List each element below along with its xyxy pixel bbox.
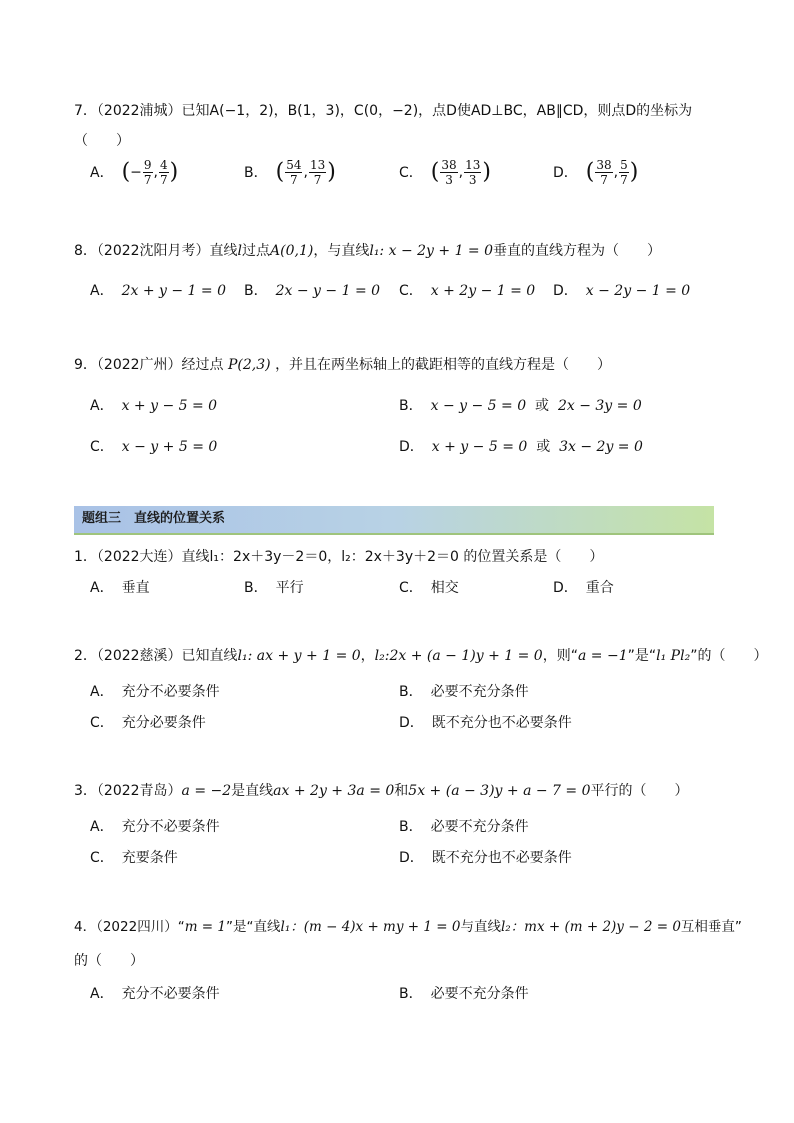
s3-option-d: D． 既不充分也不必要条件 — [399, 850, 572, 866]
s2-option-a: A． 充分不必要条件 — [90, 684, 220, 700]
q7-paren: （ ） — [74, 133, 130, 149]
q8-option-b: B． 2x − y − 1 = 0 — [244, 283, 381, 299]
s1-option-a: A． 垂直 — [90, 580, 150, 596]
q9-stem: 9．（2022广州）经过点 P(2,3) ，并且在两坐标轴上的截距相等的直线方程是（ ） — [74, 357, 612, 373]
section-header-bar — [74, 506, 714, 535]
s2-option-d: D． 既不充分也不必要条件 — [399, 715, 572, 731]
q7-option-d: D． ( $\frac{38}{7}$ , $\frac{5}{7}$ ) — [553, 158, 639, 187]
q7-option-b: B． ( $\frac{54}{7}$ , $\frac{13}{7}$ ) — [244, 158, 336, 187]
q7-stem: 7．（2022浦城）已知A(−1，2)，B(1，3)，C(0，−2)，点D使AD⊥BC，AB∥CD，则点D的坐标为 — [74, 103, 693, 119]
s1-option-d: D． 重合 — [553, 580, 614, 596]
s1-option-b: B． 平行 — [244, 580, 304, 596]
s1-option-c: C． 相交 — [399, 580, 459, 596]
q9-option-d: D． x + y − 5 = 0 或 3x − 2y = 0 — [399, 439, 643, 455]
s3-stem: 3．（2022青岛）a = −2是直线ax + 2y + 3a = 0和5x + (a − 3)y + a − 7 = 0平行的（ ） — [74, 783, 689, 799]
s4-option-a: A． 充分不必要条件 — [90, 986, 220, 1002]
s2-option-c: C． 充分必要条件 — [90, 715, 206, 731]
q7-option-a: A． (− $\frac{9}{7}$ , $\frac{4}{7}$ ) — [90, 158, 179, 187]
section-title: 题组三 直线的位置关系 — [82, 511, 226, 526]
q8-option-c: C． x + 2y − 1 = 0 — [399, 283, 536, 299]
s2-stem: 2．（2022慈溪）已知直线l₁: ax + y + 1 = 0，l₂:2x + (a − 1)y + 1 = 0，则“a = −1”是“l₁ Pl₂”的（ ） — [74, 648, 768, 664]
s4-stem-continued: 的（ ） — [74, 953, 144, 969]
s3-option-c: C． 充要条件 — [90, 850, 178, 866]
q9-option-b: B． x − y − 5 = 0 或 2x − 3y = 0 — [399, 398, 642, 414]
q9-option-a: A． x + y − 5 = 0 — [90, 398, 218, 414]
q7-option-c: C． ( $\frac{38}{3}$ , $\frac{13}{3}$ ) — [399, 158, 491, 187]
s1-stem: 1．（2022大连）直线l₁：2x＋3y－2＝0，l₂：2x＋3y＋2＝0 的位置关系是（ ） — [74, 549, 604, 565]
s4-stem: 4．（2022四川）“m = 1”是“直线l₁：(m − 4)x + my + 1 = 0与直线l₂：mx + (m + 2)y − 2 = 0互相垂直” — [74, 919, 742, 935]
q8-option-a: A． 2x + y − 1 = 0 — [90, 283, 226, 299]
s3-option-b: B． 必要不充分条件 — [399, 819, 529, 835]
s3-option-a: A． 充分不必要条件 — [90, 819, 220, 835]
q8-option-d: D． x − 2y − 1 = 0 — [553, 283, 691, 299]
s2-option-b: B． 必要不充分条件 — [399, 684, 529, 700]
s4-option-b: B． 必要不充分条件 — [399, 986, 529, 1002]
q9-option-c: C． x − y + 5 = 0 — [90, 439, 218, 455]
q8-stem: 8．（2022沈阳月考）直线l过点A(0,1)，与直线l₁: x − 2y + 1 = 0垂直的直线方程为（ ） — [74, 243, 662, 259]
